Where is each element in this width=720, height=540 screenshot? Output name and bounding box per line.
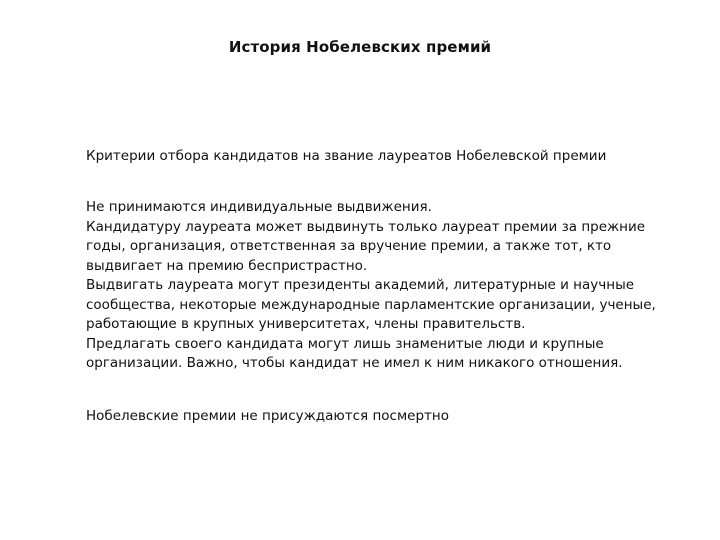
rule-paragraph: Предлагать своего кандидата могут лишь знаменитые люди и крупные организации. Важно, чтобы кандидат не имел к ним никакого отношения. [86,335,623,371]
rule-paragraph: Не принимаются индивидуальные выдвижения. [86,199,432,215]
rule-paragraph: Выдвигать лауреата могут президенты академий, литературные и научные сообщества, некоторые международные парламентские организации, ученые, работающие в крупных университетах, члены правительств. [86,277,656,332]
criteria-heading: Критерии отбора кандидатов на звание лауреатов Нобелевской премии [86,148,607,164]
slide-title: История Нобелевских премий [228,38,492,56]
posthumous-note: Нобелевские премии не присуждаются посмертно [86,408,449,424]
rules-list [86,198,686,374]
rule-paragraph: Кандидатуру лауреата может выдвинуть только лауреат премии за прежние годы, организация, ответственная за вручение премии, а также тот, кто выдвигает на премию беспристрастно. [86,218,646,274]
